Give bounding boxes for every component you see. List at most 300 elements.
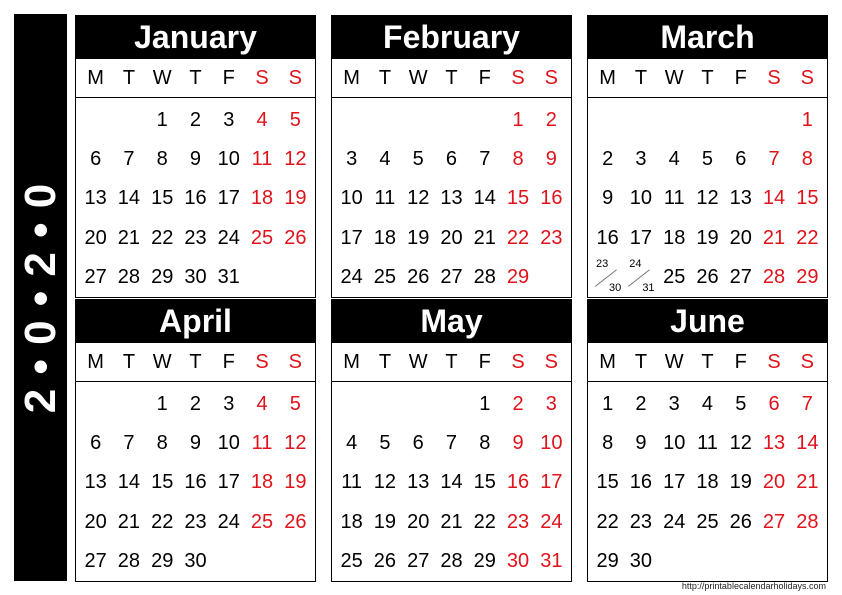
day-cell: 11 [251,147,273,170]
day-cell [591,257,624,294]
week-row [591,384,824,423]
day-cell: 6 [90,431,102,454]
weekday-label: M [343,350,360,373]
split-day-second: 31 [642,281,655,294]
empty-day-cell [468,105,501,135]
day-cell: 20 [84,510,107,533]
day-cell: 1 [479,392,491,415]
week-row [79,463,312,502]
day-cell: 9 [512,431,524,454]
day-cell: 6 [768,392,780,415]
day-cell: 27 [84,265,107,288]
day-cell: 7 [445,431,458,454]
weekday-label: T [701,350,714,373]
day-cell: 26 [696,265,719,288]
day-cell: 7 [123,147,135,170]
day-cell: 24 [663,510,686,533]
split-day-second: 30 [609,281,622,294]
empty-day-cell [691,546,724,576]
day-cell: 3 [635,147,647,170]
day-cell: 16 [506,471,530,494]
weekday-label: S [767,66,781,89]
split-day-first: 23 [596,257,609,270]
day-cell: 8 [479,431,491,454]
day-cell: 14 [117,187,141,210]
day-cell: 17 [217,471,240,494]
week-row [79,257,312,296]
day-cell: 16 [596,226,619,249]
day-cell: 9 [635,431,647,454]
day-cell: 20 [729,226,752,249]
empty-day-cell [279,546,312,576]
day-cell: 18 [373,226,397,249]
day-cell: 9 [189,147,202,170]
empty-day-cell [79,389,112,419]
day-cell: 25 [250,510,274,533]
empty-day-cell [245,546,278,576]
empty-day-cell [658,105,691,135]
weekday-label: T [189,66,202,89]
year-sidebar [14,14,67,581]
empty-day-cell [791,546,824,576]
month-april [75,299,316,582]
week-row [79,384,312,423]
day-cell: 5 [289,108,301,131]
day-cell: 29 [151,549,174,572]
day-cell: 2 [545,108,557,131]
weekday-header [332,59,571,98]
day-cell: 23 [629,510,653,533]
week-row [335,423,568,462]
day-cell: 18 [340,510,363,533]
week-row [335,384,568,423]
day-cell: 10 [217,431,240,454]
day-cell: 4 [668,147,680,170]
day-cell: 22 [151,510,174,533]
day-cell: 4 [256,392,268,415]
day-cell: 12 [407,187,430,210]
day-cell: 7 [768,147,780,170]
day-cell: 23 [506,510,530,533]
weekday-label: W [664,350,684,373]
day-cell: 27 [440,265,463,288]
empty-day-cell [279,262,312,292]
week-row [335,257,568,296]
empty-day-cell [435,105,468,135]
day-cell: 11 [341,471,363,494]
week-row [591,100,824,139]
weekday-label: M [599,66,616,89]
day-cell: 20 [440,226,463,249]
weekday-label: T [701,66,714,89]
empty-day-cell [757,546,790,576]
month-february [331,15,572,298]
day-cell: 4 [346,431,358,454]
day-cell: 10 [663,431,686,454]
day-cell: 3 [668,392,680,415]
day-cell: 23 [184,226,207,249]
month-title: May [332,300,571,343]
day-grid [588,384,827,580]
day-cell: 4 [701,392,714,415]
day-cell: 13 [407,471,430,494]
day-cell: 27 [84,549,107,572]
weekday-label: S [544,350,558,373]
day-cell: 8 [602,431,614,454]
day-cell: 14 [473,187,496,210]
week-row [335,502,568,541]
day-cell: 19 [407,226,430,249]
day-cell: 1 [156,392,168,415]
weekday-label: W [152,350,172,373]
empty-day-cell [112,389,145,419]
weekday-label: W [664,66,684,89]
empty-day-cell [757,105,790,135]
weekday-label: T [122,350,136,373]
empty-day-cell [402,389,435,419]
empty-day-cell [591,105,624,135]
day-cell: 3 [223,392,235,415]
day-cell: 12 [284,431,307,454]
day-cell: 26 [373,549,397,572]
day-cell: 6 [735,147,747,170]
day-grid [76,384,315,580]
day-cell: 23 [184,510,207,533]
weekday-label: M [87,350,104,373]
day-cell: 8 [512,147,524,170]
day-cell: 19 [284,187,307,210]
weekday-label: S [288,66,302,89]
day-cell: 13 [84,187,107,210]
weekday-label: F [478,66,491,89]
day-cell: 7 [123,431,135,454]
day-cell: 6 [412,431,424,454]
empty-day-cell [691,105,724,135]
day-cell: 31 [217,265,240,288]
day-cell: 28 [473,265,496,288]
day-cell: 14 [796,431,819,454]
week-row [79,139,312,178]
weekday-label: W [408,350,428,373]
weekday-label: S [255,66,269,89]
day-grid [332,100,571,296]
day-cell: 13 [440,187,463,210]
weekday-label: T [189,350,202,373]
day-cell: 27 [407,549,430,572]
day-cell: 31 [540,549,563,572]
day-cell: 25 [250,226,274,249]
day-cell: 7 [479,147,491,170]
day-cell: 26 [284,510,307,533]
day-cell: 21 [796,471,819,494]
month-march [587,15,828,298]
weekday-label: M [343,66,360,89]
month-may [331,299,572,582]
empty-day-cell [368,389,401,419]
week-row [591,502,824,541]
day-cell: 8 [156,147,168,170]
month-title: June [588,300,827,343]
week-row [591,423,824,462]
day-cell: 21 [117,226,141,249]
day-cell: 13 [762,431,786,454]
day-cell: 19 [729,471,752,494]
day-cell: 8 [156,431,168,454]
day-cell: 19 [373,510,397,533]
weekday-label: S [255,350,269,373]
day-cell: 4 [379,147,391,170]
week-row [79,541,312,580]
day-cell: 17 [340,226,363,249]
week-row [79,100,312,139]
day-grid [76,100,315,296]
weekday-label: T [445,66,458,89]
year-label: 2 • 0 • 2 • 0 [15,182,65,413]
day-cell: 4 [256,108,268,131]
week-row [591,179,824,218]
empty-day-cell [335,389,368,419]
day-cell: 14 [762,187,786,210]
day-cell: 30 [184,549,207,572]
day-cell: 29 [151,265,174,288]
footer-url[interactable]: http://printablecalendarholidays.com [681,581,826,591]
day-cell: 17 [663,471,686,494]
day-cell: 21 [762,226,786,249]
empty-day-cell [724,105,757,135]
weekday-header [76,59,315,98]
day-cell: 5 [412,147,424,170]
weekday-label: T [378,350,392,373]
day-cell: 30 [184,265,207,288]
day-cell: 10 [540,431,563,454]
day-cell: 3 [223,108,235,131]
day-cell: 18 [663,226,686,249]
weekday-label: S [800,66,814,89]
weekday-label: M [599,350,616,373]
day-cell: 2 [635,392,647,415]
weekday-label: T [122,66,136,89]
weekday-label: S [544,66,558,89]
weekday-header [332,343,571,382]
weekday-label: F [222,350,235,373]
day-cell: 10 [340,187,363,210]
weekday-label: F [734,350,747,373]
empty-day-cell [335,105,368,135]
day-cell: 11 [374,187,396,210]
weekday-header [588,59,827,98]
day-cell: 16 [184,187,207,210]
day-cell: 30 [629,549,653,572]
day-cell: 19 [696,226,719,249]
empty-day-cell [402,105,435,135]
day-cell: 10 [217,147,240,170]
day-cell: 24 [340,265,363,288]
week-row [335,541,568,580]
day-cell: 15 [151,471,174,494]
empty-day-cell [535,262,568,292]
day-cell: 21 [473,226,496,249]
day-cell: 20 [84,226,107,249]
day-cell: 8 [801,147,813,170]
day-cell [624,257,657,294]
day-cell: 24 [217,226,240,249]
week-row [591,463,824,502]
day-cell: 1 [602,392,614,415]
day-cell: 20 [762,471,786,494]
weekday-header [588,343,827,382]
day-cell: 15 [151,187,174,210]
day-cell: 22 [151,226,174,249]
empty-day-cell [79,105,112,135]
day-cell: 26 [729,510,752,533]
week-row [335,463,568,502]
day-cell: 27 [762,510,786,533]
month-january [75,15,316,298]
day-cell: 1 [512,108,524,131]
month-june [587,299,828,582]
day-cell: 6 [90,147,102,170]
day-cell: 21 [440,510,463,533]
day-cell: 6 [445,147,458,170]
month-title: April [76,300,315,343]
day-cell: 19 [284,471,307,494]
week-row [335,218,568,257]
day-grid [588,100,827,296]
day-cell: 3 [346,147,358,170]
day-cell: 29 [473,549,496,572]
weekday-label: T [634,66,648,89]
day-cell: 25 [696,510,719,533]
day-cell: 20 [407,510,430,533]
weekday-label: T [445,350,458,373]
week-row [79,218,312,257]
weekday-label: S [288,350,302,373]
empty-day-cell [212,546,245,576]
day-cell: 29 [596,549,619,572]
month-title: February [332,16,571,59]
day-cell: 9 [602,187,614,210]
split-day-first: 24 [629,257,642,270]
day-cell: 18 [696,471,719,494]
day-cell: 15 [506,187,530,210]
empty-day-cell [724,546,757,576]
day-cell: 18 [250,471,274,494]
day-cell: 27 [729,265,752,288]
empty-day-cell [368,105,401,135]
day-cell: 2 [512,392,524,415]
day-cell: 12 [284,147,307,170]
day-cell: 10 [629,187,653,210]
day-cell: 15 [473,471,496,494]
weekday-label: S [767,350,781,373]
month-title: January [76,16,315,59]
day-cell: 26 [407,265,430,288]
weekday-label: S [800,350,814,373]
weekday-label: F [734,66,747,89]
week-row [591,218,824,257]
weekday-label: T [378,66,392,89]
day-cell: 12 [373,471,397,494]
week-row [335,100,568,139]
day-cell: 2 [189,108,202,131]
day-cell: 25 [663,265,686,288]
day-cell: 14 [440,471,463,494]
day-cell: 28 [117,549,141,572]
day-cell: 17 [217,187,240,210]
day-cell: 22 [596,510,619,533]
day-cell: 1 [801,108,813,131]
empty-day-cell [245,262,278,292]
day-cell: 26 [284,226,307,249]
week-row [591,139,824,178]
day-cell: 5 [735,392,747,415]
day-cell: 9 [189,431,202,454]
day-cell: 28 [762,265,786,288]
day-cell: 18 [250,187,274,210]
day-cell: 21 [117,510,141,533]
day-cell: 28 [440,549,463,572]
day-cell: 12 [696,187,719,210]
weekday-label: F [478,350,491,373]
empty-day-cell [435,389,468,419]
day-cell: 29 [796,265,819,288]
day-cell: 24 [217,510,240,533]
day-cell: 5 [379,431,391,454]
day-cell: 25 [340,549,363,572]
day-cell: 11 [663,187,685,210]
weekday-label: M [87,66,104,89]
day-cell: 11 [697,431,718,454]
empty-day-cell [624,105,657,135]
weekday-label: W [152,66,172,89]
weekday-header [76,343,315,382]
weekday-label: T [634,350,648,373]
weekday-label: S [511,350,525,373]
day-grid [332,384,571,580]
week-row [79,179,312,218]
day-cell: 23 [540,226,563,249]
week-row [335,179,568,218]
day-cell: 25 [373,265,397,288]
day-cell: 14 [117,471,141,494]
week-row [591,541,824,580]
day-cell: 7 [801,392,813,415]
month-title: March [588,16,827,59]
empty-day-cell [658,546,691,576]
day-cell: 5 [701,147,714,170]
day-cell: 16 [629,471,653,494]
weekday-label: F [222,66,235,89]
day-cell: 28 [117,265,141,288]
day-cell: 3 [545,392,557,415]
day-cell: 13 [84,471,107,494]
day-cell: 9 [545,147,557,170]
day-cell: 1 [156,108,168,131]
day-cell: 2 [602,147,614,170]
day-cell: 17 [540,471,563,494]
day-cell: 11 [251,431,273,454]
week-row [79,423,312,462]
day-cell: 16 [540,187,563,210]
day-cell: 5 [289,392,301,415]
day-cell: 17 [629,226,653,249]
week-row [79,502,312,541]
day-cell: 22 [473,510,496,533]
day-cell: 15 [796,187,819,210]
day-cell: 2 [189,392,202,415]
day-cell: 28 [796,510,819,533]
day-cell: 24 [540,510,563,533]
